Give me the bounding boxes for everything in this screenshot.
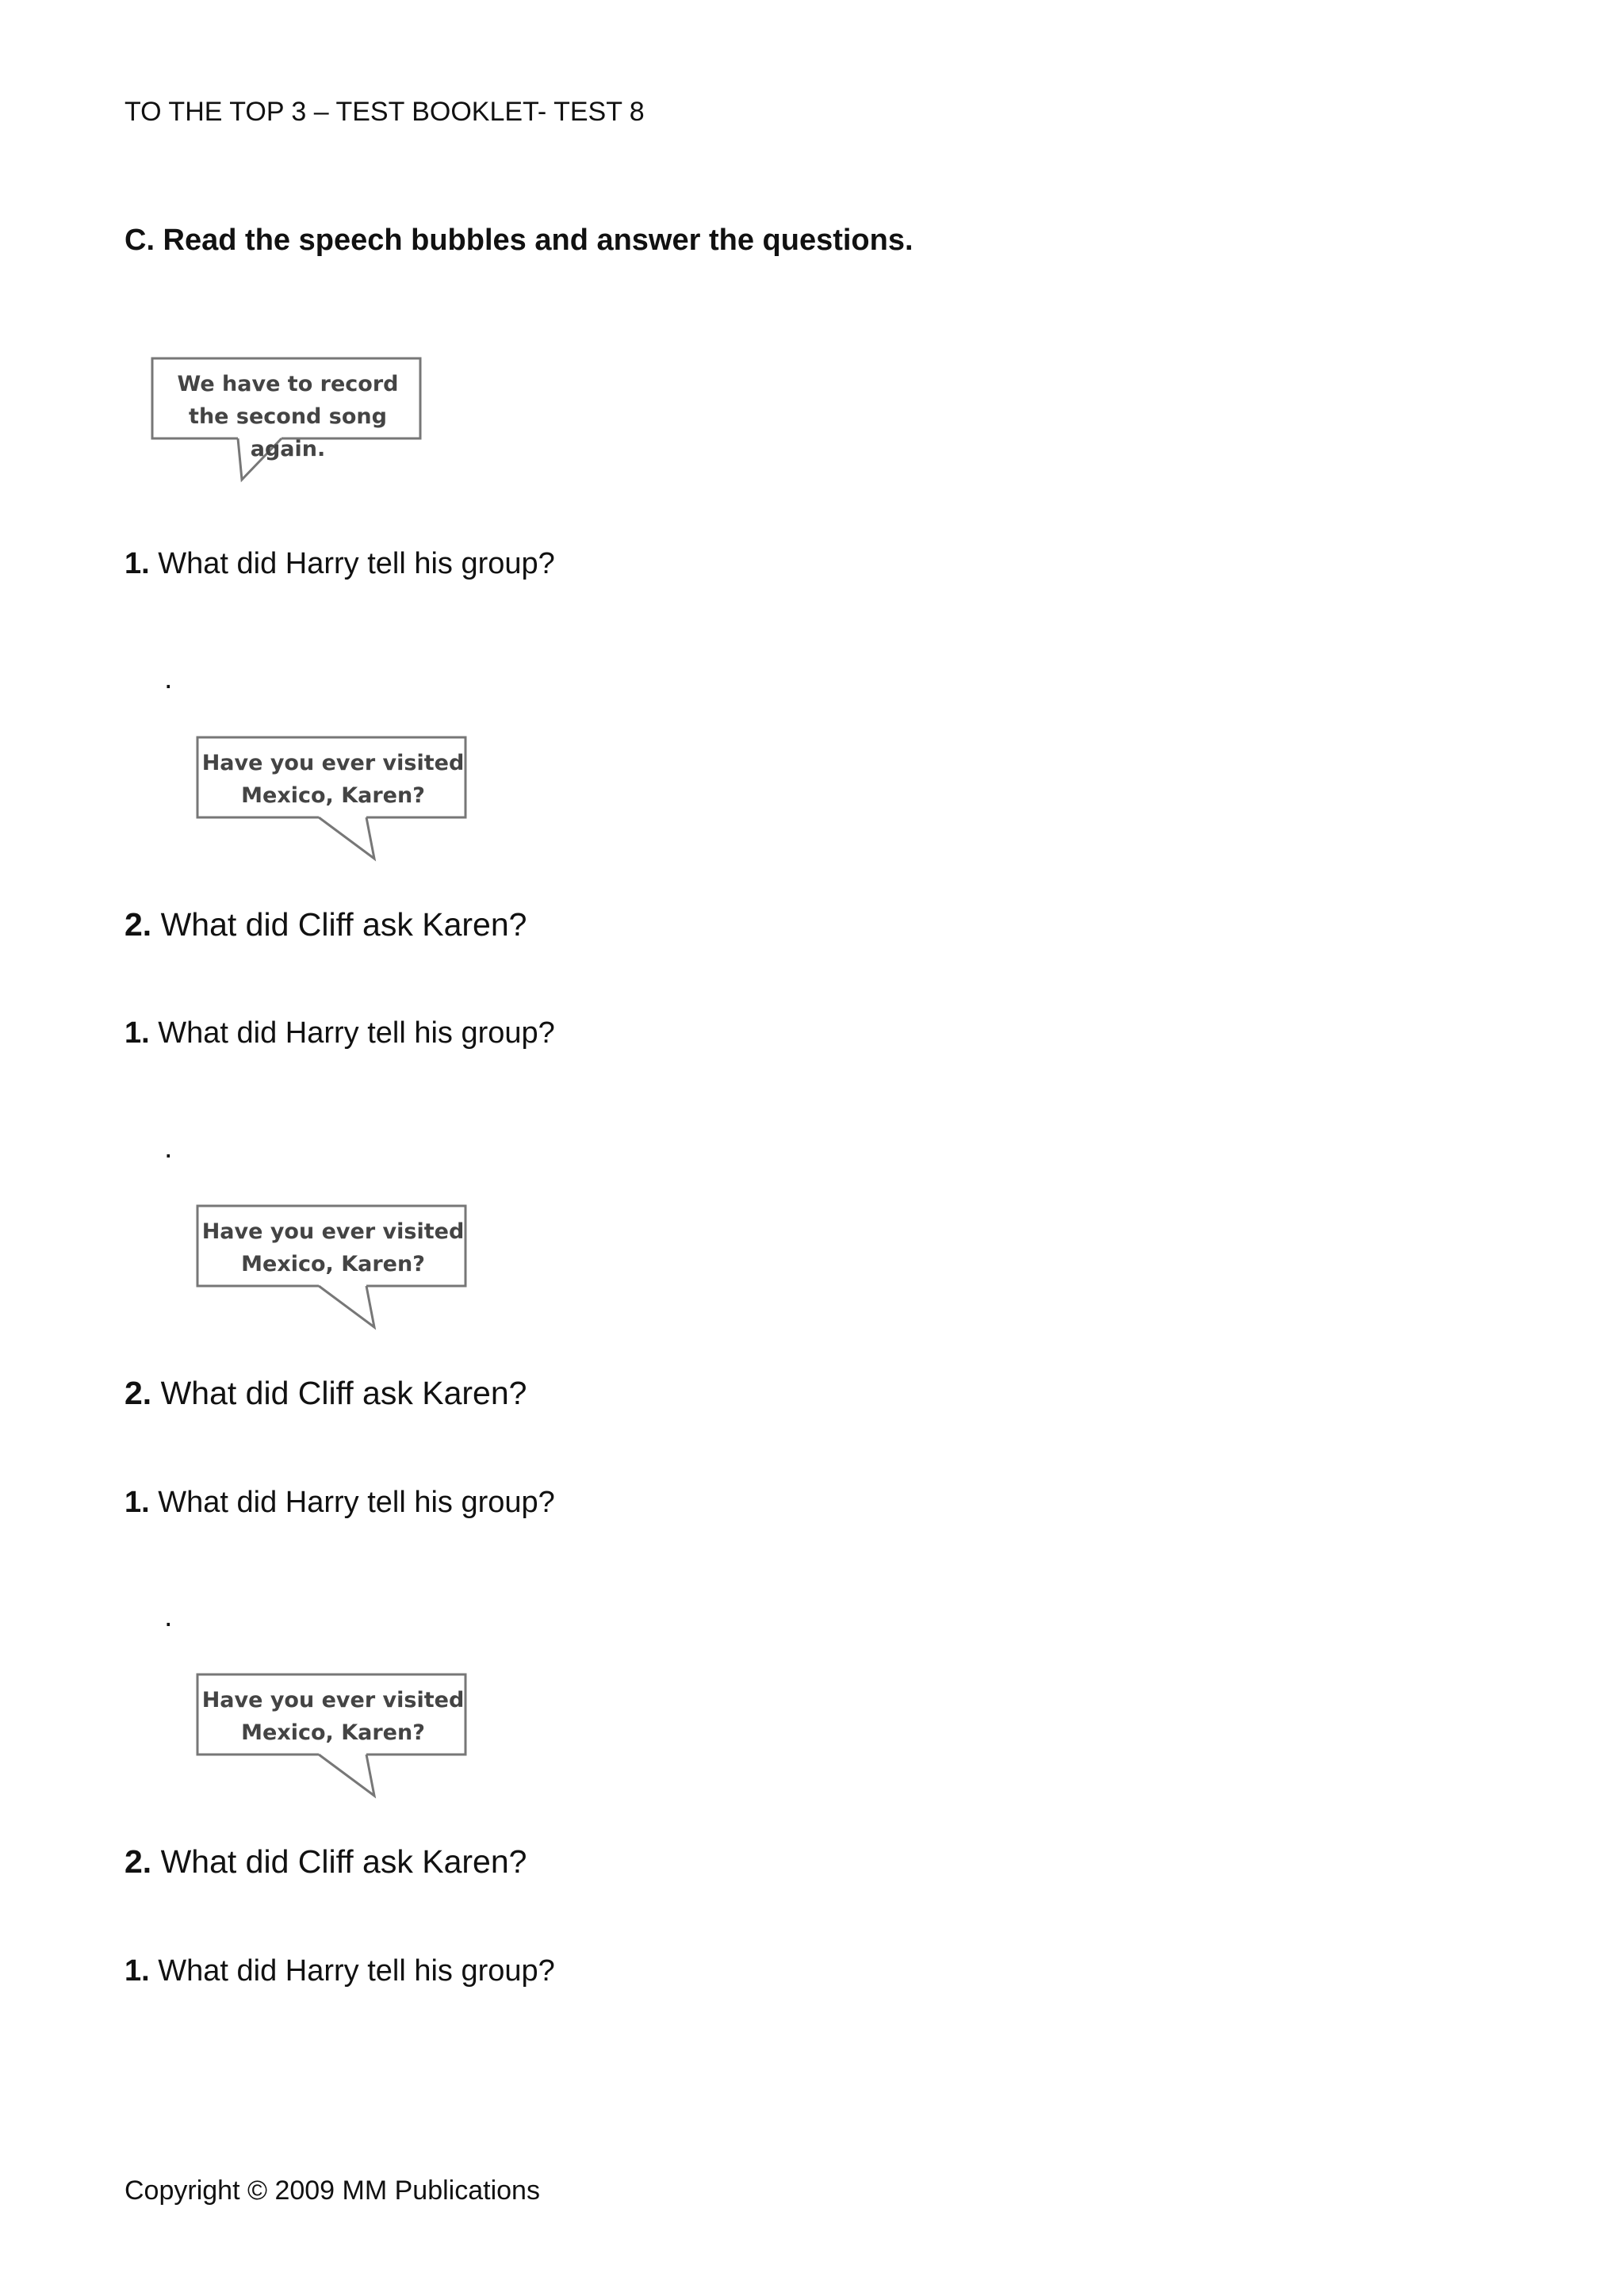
answer-line: . — [164, 662, 173, 695]
question-text: What did Cliff ask Karen? — [151, 906, 527, 943]
question-text: What did Harry tell his group? — [149, 547, 555, 580]
speech-bubble-text: We have to record the second song again. — [177, 372, 399, 461]
speech-bubble-text: Have you ever visited Mexico, Karen? — [201, 1219, 465, 1276]
question-number: 1. — [124, 1016, 150, 1050]
question-1 — [124, 1486, 555, 1520]
answer-line: . — [164, 1600, 173, 1633]
question-text: What did Harry tell his group? — [149, 1954, 555, 1988]
question-2 — [124, 906, 527, 943]
question-number: 2. — [124, 1843, 152, 1880]
answer-line: . — [164, 1131, 173, 1165]
question-number: 2. — [124, 906, 152, 943]
question-number: 2. — [124, 1375, 152, 1411]
question-2 — [124, 1375, 527, 1412]
copyright-footer: Copyright © 2009 MM Publications — [124, 2175, 540, 2206]
question-text: What did Harry tell his group? — [149, 1486, 555, 1519]
question-1 — [124, 547, 555, 581]
speech-bubble-cliff — [196, 1673, 473, 1808]
question-2 — [124, 1843, 527, 1881]
question-number: 1. — [124, 547, 150, 580]
question-text: What did Cliff ask Karen? — [151, 1843, 527, 1880]
question-1 — [124, 1954, 555, 1988]
question-1 — [124, 1016, 555, 1050]
booklet-header: TO THE TOP 3 – TEST BOOKLET- TEST 8 — [124, 97, 645, 127]
speech-bubble-text: Have you ever visited Mexico, Karen? — [201, 751, 465, 808]
question-number: 1. — [124, 1954, 150, 1988]
speech-bubble-text: Have you ever visited Mexico, Karen? — [201, 1688, 465, 1745]
speech-bubble-harry — [151, 357, 428, 492]
question-text: What did Harry tell his group? — [149, 1016, 555, 1050]
section-instruction: C. Read the speech bubbles and answer the questions. — [124, 224, 914, 257]
question-number: 1. — [124, 1486, 150, 1519]
speech-bubble-cliff — [196, 1204, 473, 1339]
question-text: What did Cliff ask Karen? — [151, 1375, 527, 1411]
speech-bubble-cliff — [196, 736, 473, 871]
